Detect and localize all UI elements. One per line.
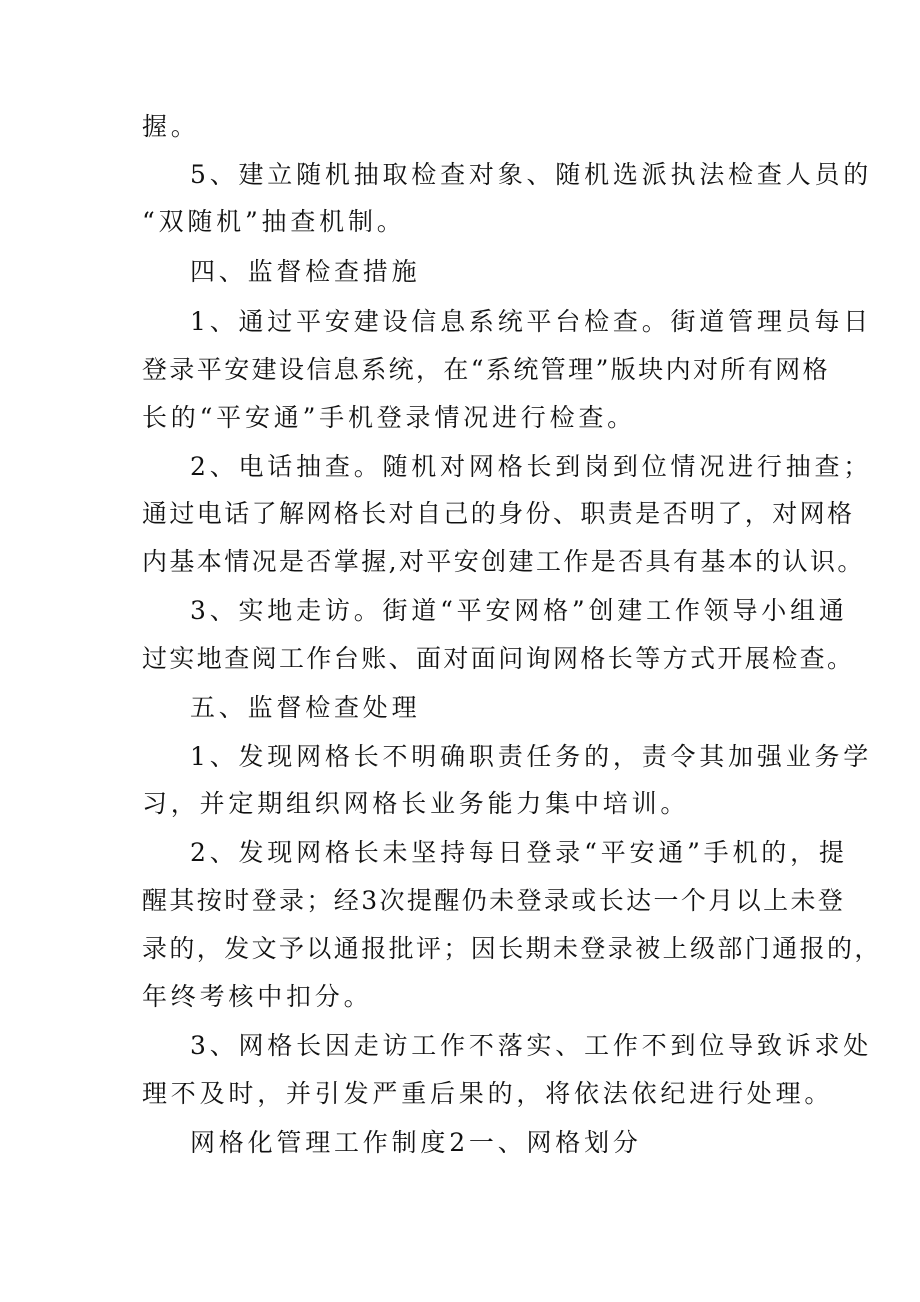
text-line: 内基本情况是否掌握,对平安创建工作是否具有基本的认识。 — [142, 547, 865, 576]
text-line: 习，并定期组织网格长业务能力集中培训。 — [142, 789, 690, 818]
text-line: 登录平安建设信息系统，在“系统管理”版块内对所有网格 — [142, 355, 830, 384]
text-line: 3、网格长因走访工作不落实、工作不到位导致诉求处 — [190, 1031, 873, 1060]
text-line: 3、实地走访。街道“平安网格”创建工作领导小组通 — [190, 596, 848, 625]
section-heading: 五、监督检查处理 — [190, 693, 421, 722]
text-line: 1、发现网格长不明确职责任务的，责令其加强业务学 — [190, 742, 873, 771]
text-line: 握。 — [142, 112, 200, 141]
text-line: 通过电话了解网格长对自己的身份、职责是否明了，对网格 — [142, 499, 855, 528]
text-line: 醒其按时登录；经3次提醒仍未登录或长达一个月以上未登 — [142, 886, 846, 915]
text-line: 年终考核中扣分。 — [142, 982, 373, 1011]
text-line: 2、电话抽查。随机对网格长到岗到位情况进行抽查； — [190, 452, 873, 481]
text-line: 过实地查阅工作台账、面对面问询网格长等方式开展检查。 — [142, 644, 855, 673]
text-line: 5、建立随机抽取检查对象、随机选派执法检查人员的 — [190, 160, 873, 189]
text-line: 理不及时，并引发严重后果的，将依法依纪进行处理。 — [142, 1079, 834, 1108]
text-line: 2、发现网格长未坚持每日登录“平安通”手机的，提 — [190, 838, 848, 867]
text-line: 长的“平安通”手机登录情况进行检查。 — [142, 403, 636, 432]
section-heading: 网格化管理工作制度2一、网格划分 — [190, 1128, 642, 1157]
text-line: “双随机”抽查机制。 — [142, 207, 406, 236]
text-line: 1、通过平安建设信息系统平台检查。街道管理员每日 — [190, 307, 873, 336]
text-line: 录的，发文予以通报批评；因长期未登录被上级部门通报的， — [142, 934, 882, 963]
section-heading: 四、监督检查措施 — [190, 257, 421, 286]
